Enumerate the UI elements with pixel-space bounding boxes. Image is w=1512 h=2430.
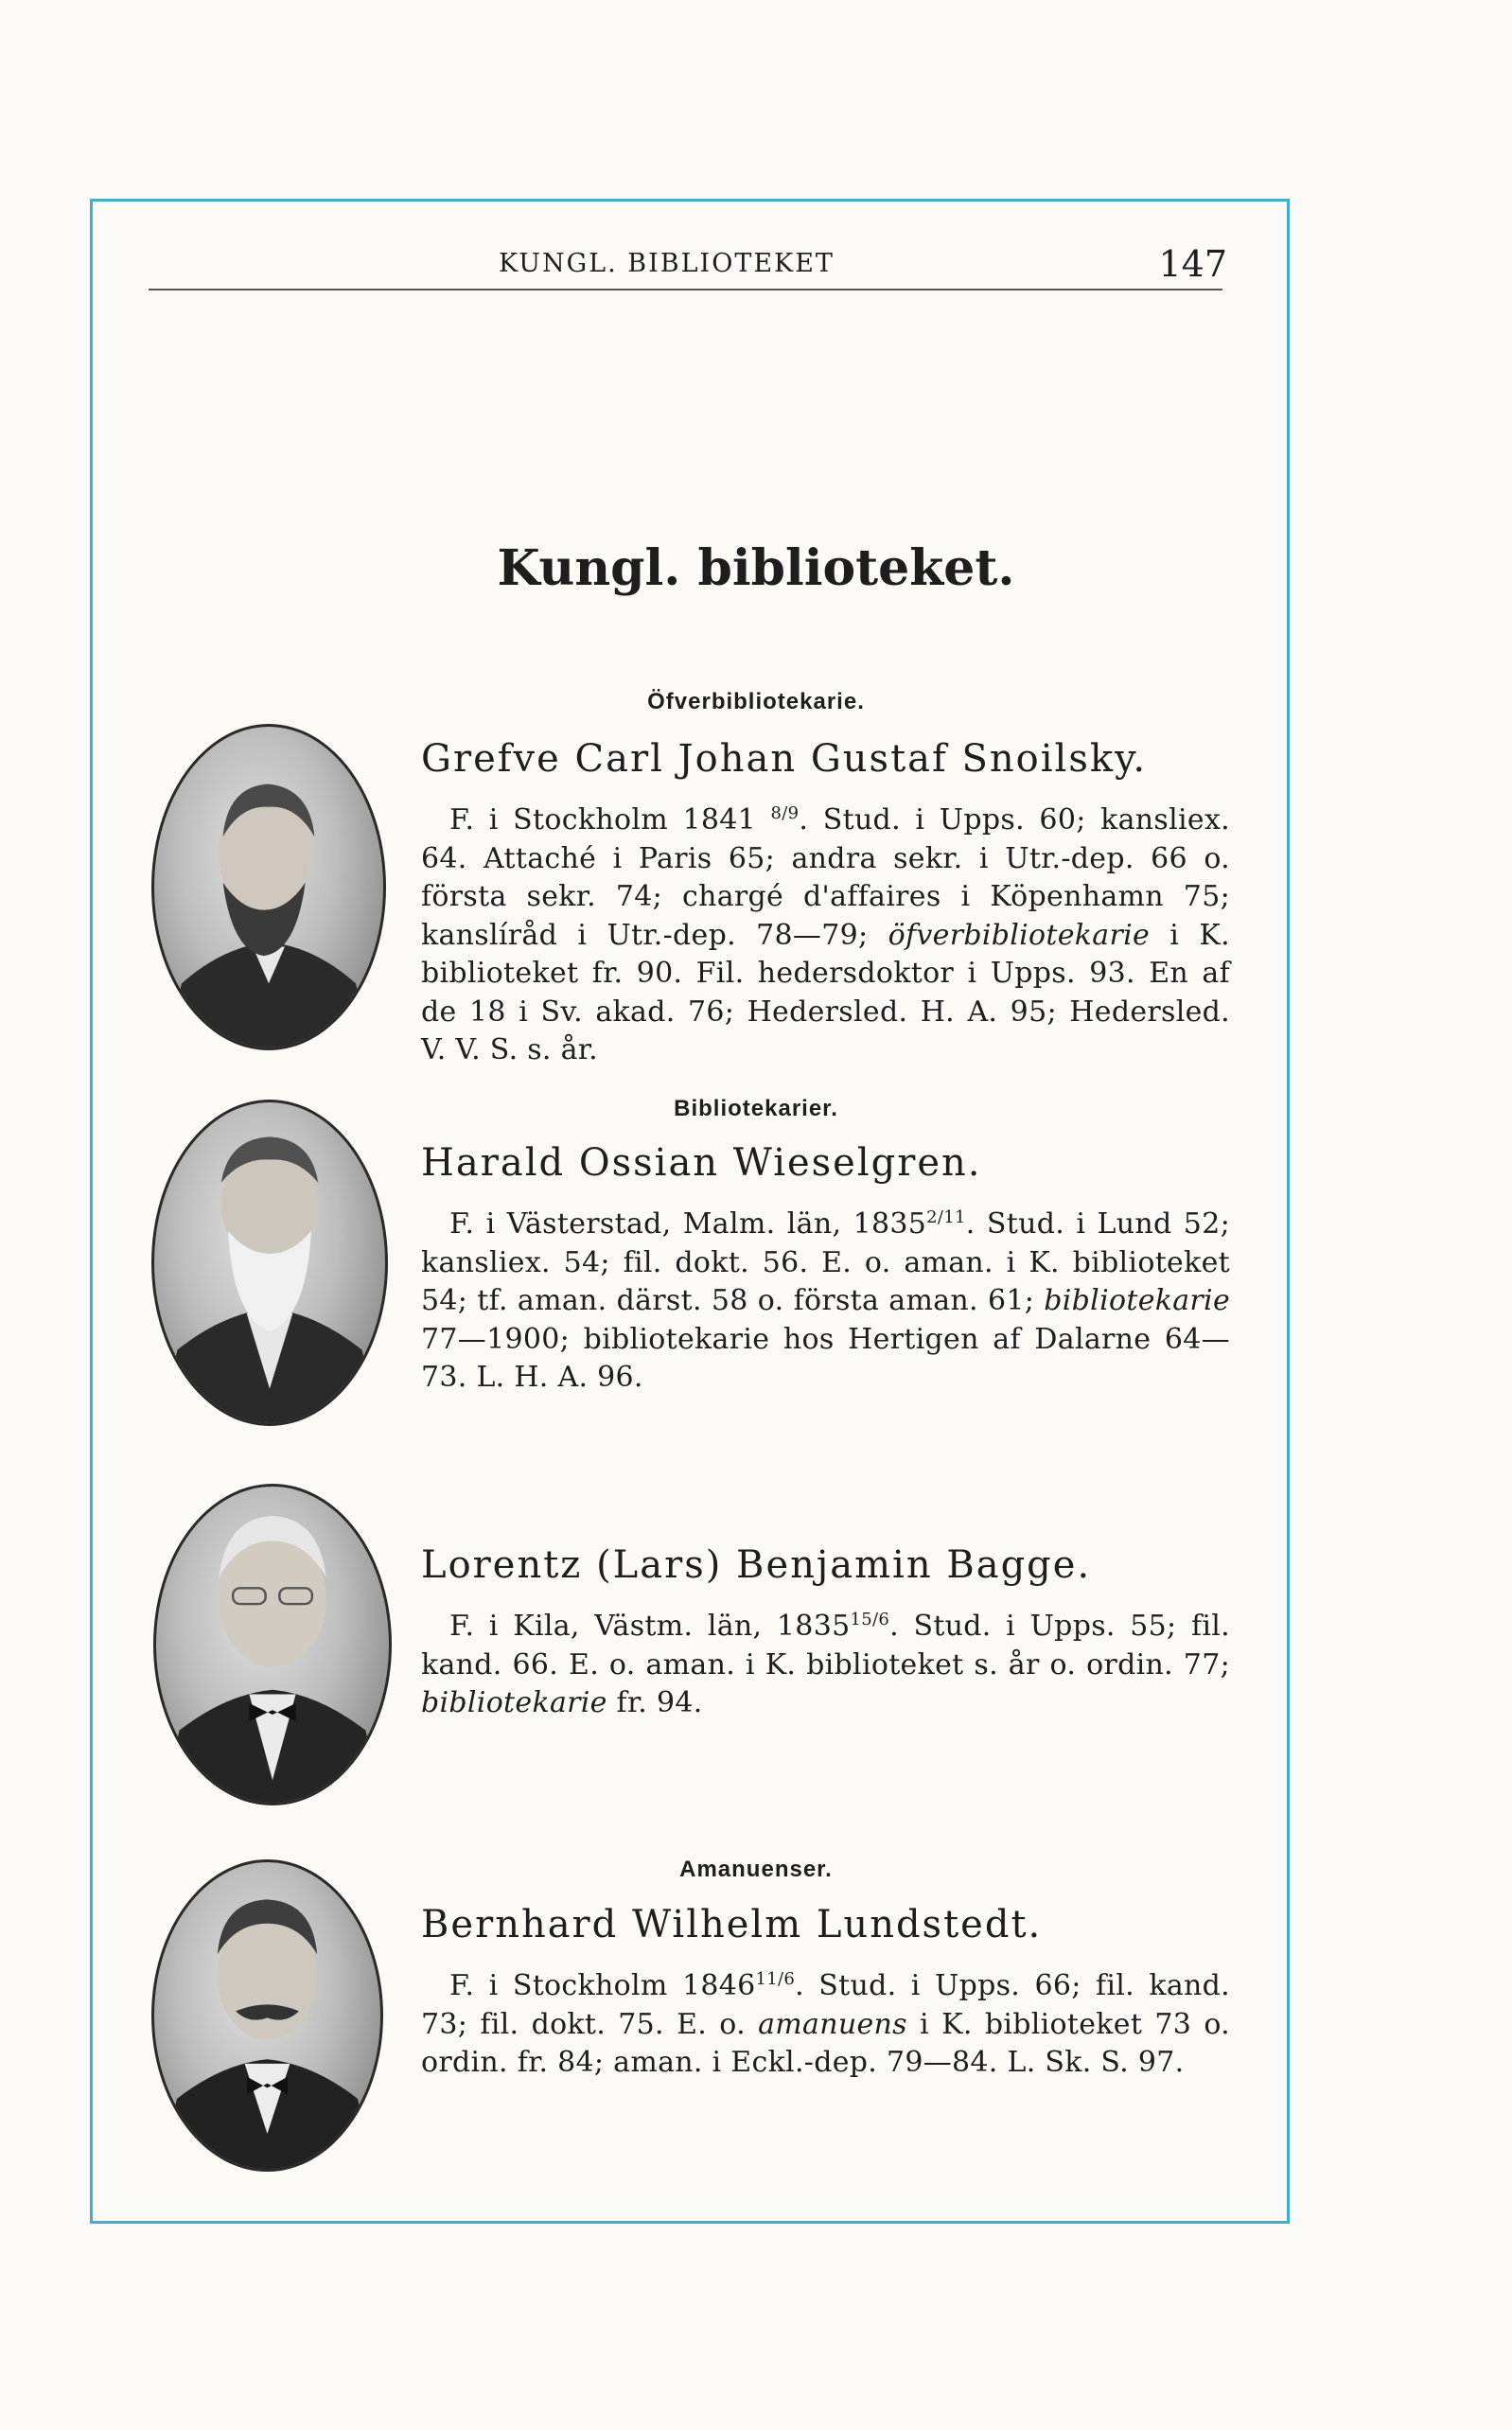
section-heading-bibliotekarier: Bibliotekarier.: [674, 1096, 838, 1121]
entry-bio: F. i Stockholm $1846^{11/6}$. Stud. i Upps. 66; fil. kand. 73; fil. dokt. 75. E. o. amanuens i K. biblioteket 73 o. ordin. fr. 84; aman. i Eckl.-dep. 79—84. L. Sk. S. 97.: [421, 1969, 1230, 2079]
entry-bio: F. i Västerstad, Malm. län, $1835^{2/11}$. Stud. i Lund 52; kansliex. 54; fil. dokt. 56. E. o. aman. i K. biblioteket 54; tf. aman. därst. 58 o. första aman. 61; bibliotekarie 77—1900; bibliotekarie hos Hertigen af Dalarne 64—73. L. H. A. 96.: [421, 1207, 1230, 1394]
entry-name: Harald Ossian Wieselgren.: [421, 1141, 982, 1185]
page-title: Kungl. biblioteket.: [497, 539, 1015, 597]
entry-bio: F. i Stockholm 1841 $^{8/9}$. Stud. i Upps. 60; kansliex. 64. Attaché i Paris 65; andra sekr. i Utr.-dep. 66 o. första sekr. 74; chargé d'affaires i Köpenhamn 75; kanslíråd i Utr.-dep. 78—79; öfverbibliotekarie i K. biblioteket fr. 90. Fil. hedersdoktor i Upps. 93. En af de 18 i Sv. akad. 76; Hedersled. H. A. 95; Hedersled. V. V. S. s. år.: [421, 803, 1230, 1066]
section-heading-ofverbibliotekarie: Öfverbibliotekarie.: [647, 689, 865, 714]
page-number: 147: [1158, 243, 1227, 285]
entry-name: Bernhard Wilhelm Lundstedt.: [421, 1903, 1043, 1946]
portrait-wieselgren: [151, 1100, 388, 1426]
entry-bagge: [421, 1542, 1230, 1723]
entry-snoilsky: [421, 736, 1230, 1070]
entry-name: Grefve Carl Johan Gustaf Snoilsky.: [421, 737, 1148, 781]
portrait-bagge-image: [156, 1487, 389, 1803]
portrait-lundstedt: [151, 1859, 383, 2172]
entry-lundstedt: [421, 1902, 1230, 2083]
portrait-wieselgren-image: [154, 1102, 385, 1423]
running-title: KUNGL. BIBLIOTEKET: [499, 249, 835, 278]
entry-wieselgren: [421, 1140, 1230, 1398]
portrait-snoilsky: [151, 724, 386, 1050]
entry-bio: F. i Kila, Västm. län, $1835^{15/6}$. Stud. i Upps. 55; fil. kand. 66. E. o. aman. i K. biblioteket s. år o. ordin. 77; bibliotekarie fr. 94.: [421, 1610, 1230, 1719]
section-heading-amanuenser: Amanuenser.: [679, 1857, 833, 1882]
entry-name: Lorentz (Lars) Benjamin Bagge.: [421, 1543, 1092, 1587]
running-head: [149, 241, 1227, 291]
portrait-snoilsky-image: [154, 727, 383, 1048]
portrait-lundstedt-image: [154, 1862, 380, 2169]
portrait-bagge: [153, 1484, 392, 1805]
